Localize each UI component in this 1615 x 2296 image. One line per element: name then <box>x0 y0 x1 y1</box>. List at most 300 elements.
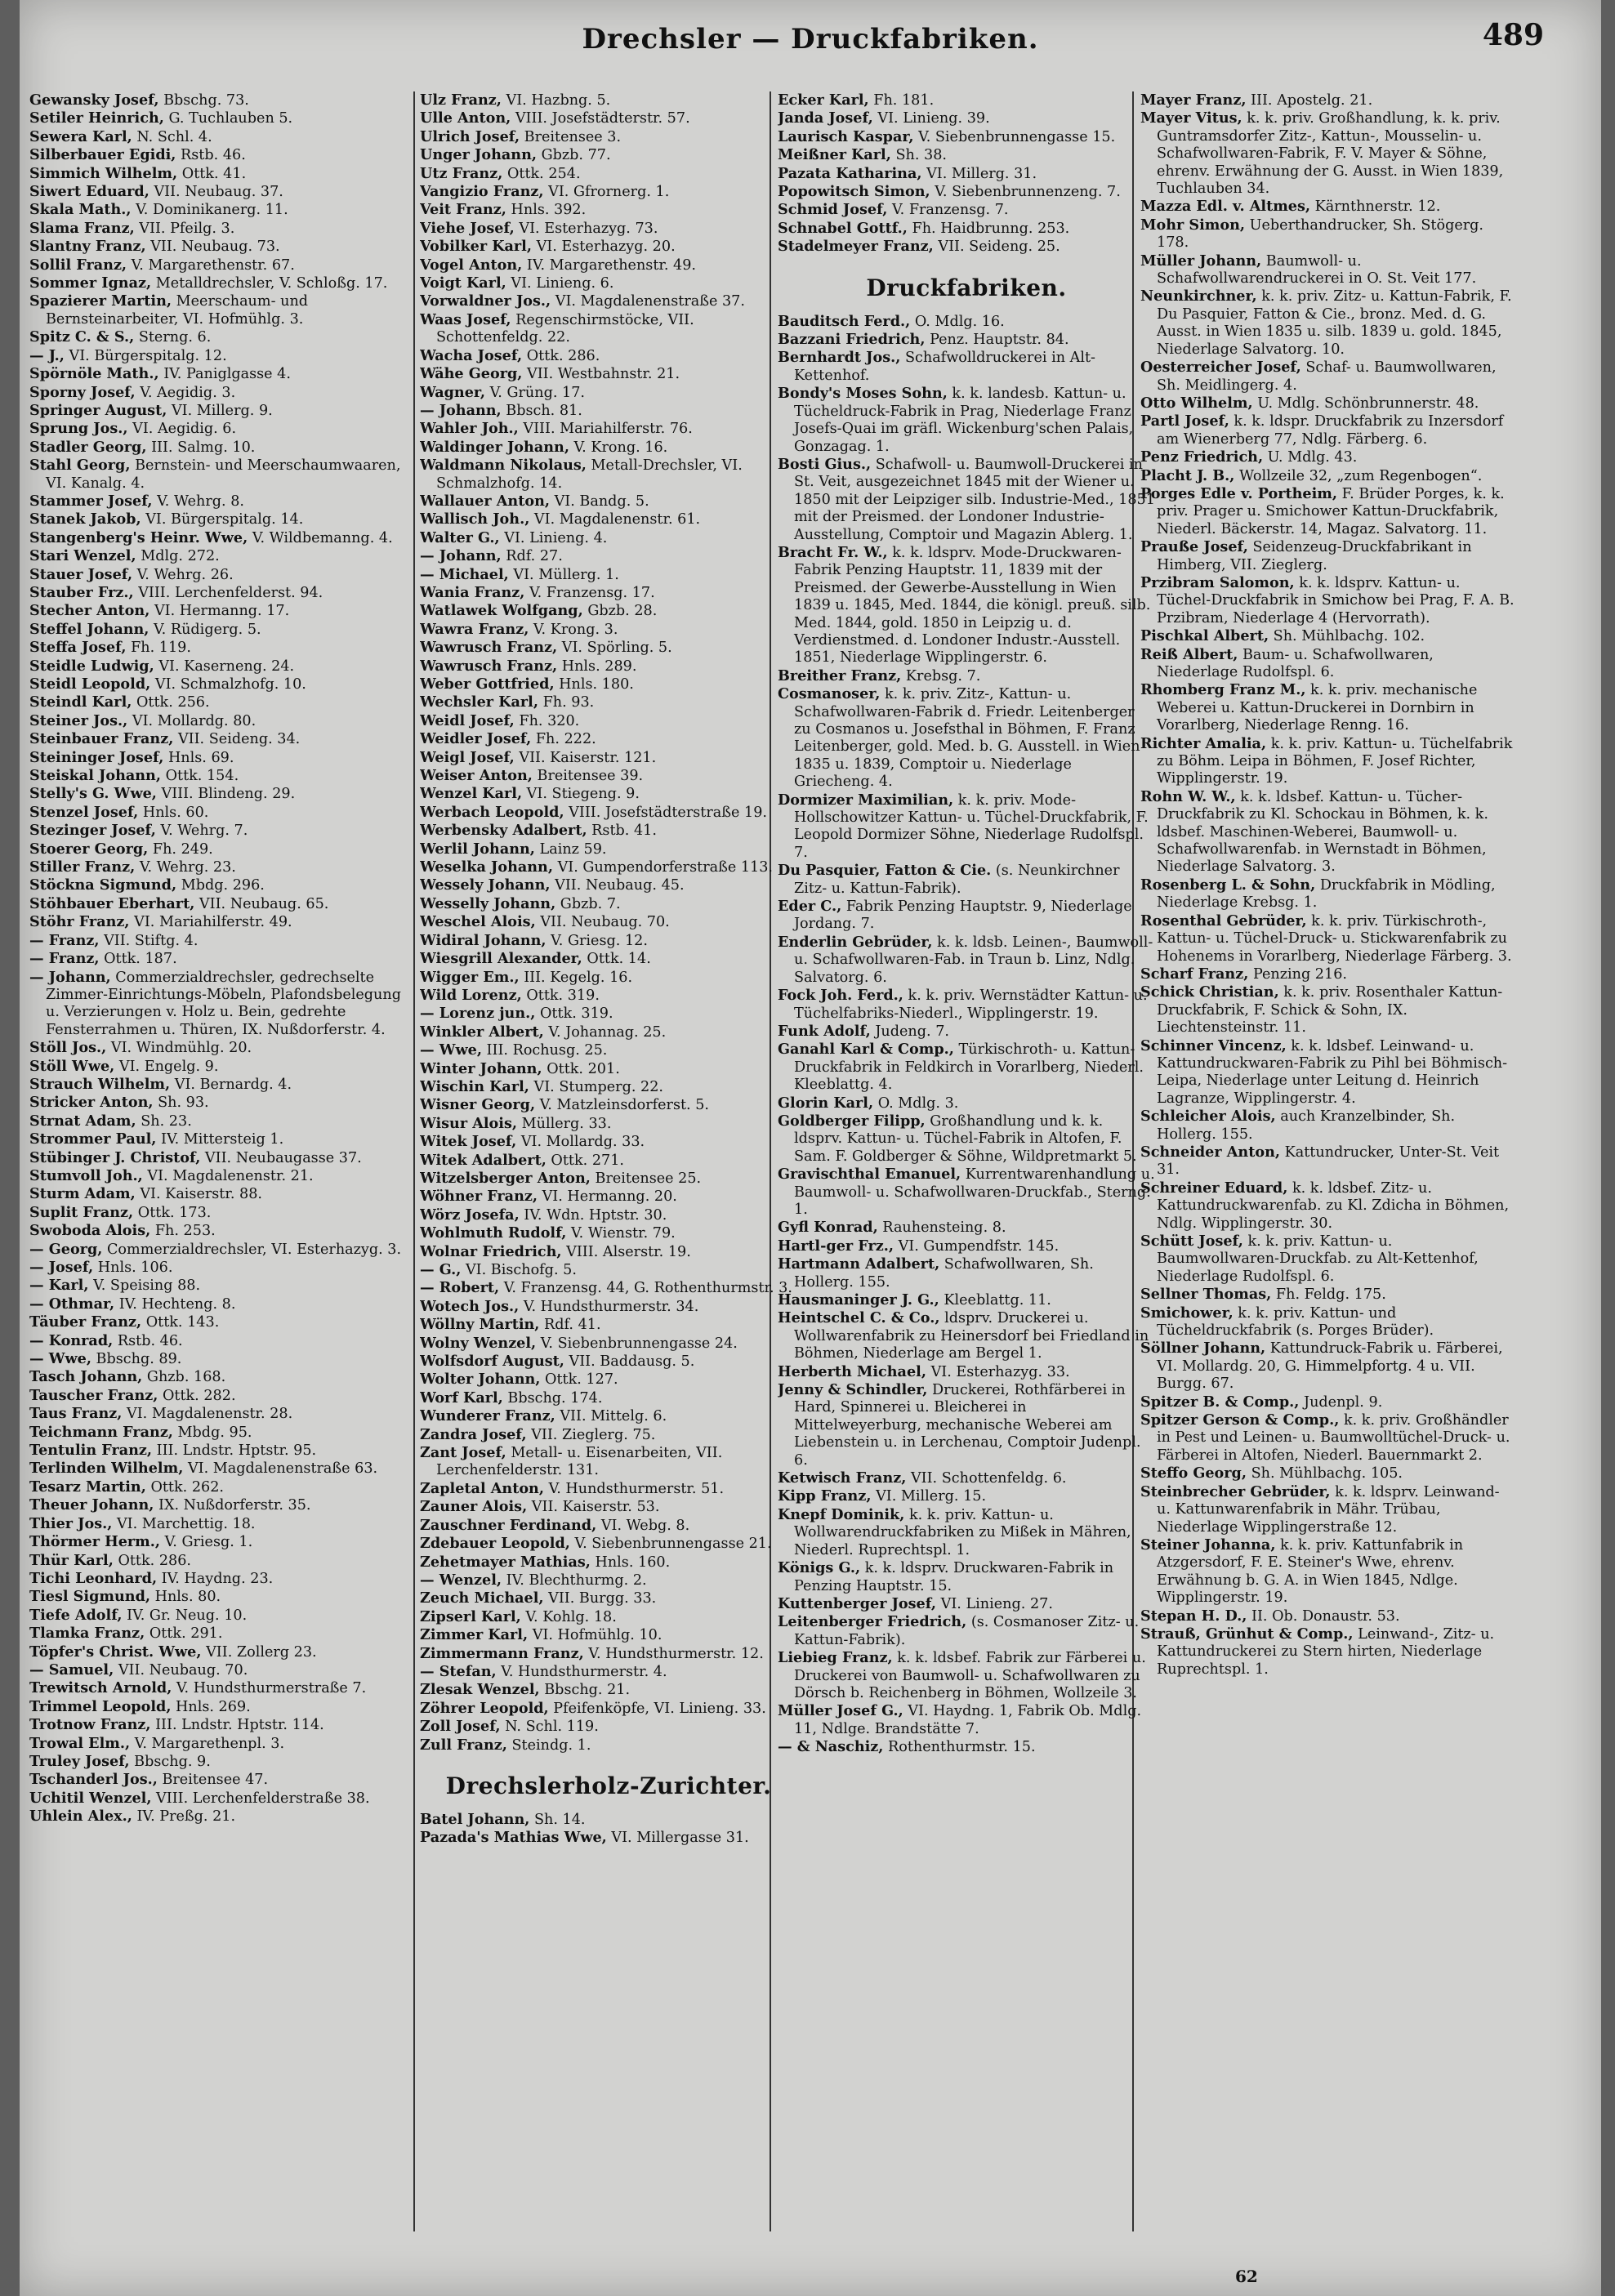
directory-page <box>20 0 1601 2296</box>
directory-entry <box>1140 1465 1518 1482</box>
entry-details: Gbzb. 28. <box>587 603 658 620</box>
entry-details: k. k. priv. Kattun- u. Wollwarendruckfabriken zu Mißek in Mähren, Niederl. Ruprechtspl. 1. <box>794 1506 1131 1558</box>
directory-entry <box>778 183 1155 201</box>
directory-entry <box>1140 538 1518 574</box>
directory-entry <box>778 385 1155 456</box>
entry-name: Glorin Karl, <box>778 1094 874 1112</box>
directory-entry <box>420 1005 797 1023</box>
entry-name: Schleicher Alois, <box>1140 1108 1276 1126</box>
entry-details: Ottk. 319. <box>526 987 600 1004</box>
directory-entry <box>29 1808 407 1826</box>
entry-details: Hnls. 269. <box>176 1698 251 1715</box>
entry-name: Ulle Anton, <box>420 109 511 127</box>
entry-name: Steinbrecher Gebrüder, <box>1140 1482 1331 1500</box>
entry-details: V. Wehrg. 26. <box>136 566 234 583</box>
entry-name: Utz Franz, <box>420 164 503 182</box>
entry-details: Fh. 181. <box>873 92 935 109</box>
entry-name: Neunkirchner, <box>1140 288 1257 305</box>
directory-entry <box>29 1698 407 1716</box>
entry-details: VI. Bischofg. 5. <box>465 1262 577 1278</box>
entry-name: Stepan H. D., <box>1140 1607 1247 1625</box>
entry-details: Sterng. 6. <box>138 329 212 346</box>
entry-name: Zöhrer Leopold, <box>420 1699 549 1717</box>
entry-name: Täuber Franz, <box>29 1313 142 1331</box>
directory-entry <box>778 898 1155 934</box>
directory-entry <box>29 932 407 950</box>
entry-name: Vorwaldner Jos., <box>420 292 551 310</box>
entry-details: Rdf. 27. <box>506 548 563 565</box>
entry-details: VI. Gfrornerg. 1. <box>548 184 670 201</box>
entry-details: Fh. 249. <box>152 840 213 858</box>
entry-name: Sommer Ignaz, <box>29 274 152 292</box>
directory-entry <box>29 1661 407 1679</box>
entry-details: V. Matzleinsdorferst. 5. <box>539 1097 710 1114</box>
entry-name: Veit Franz, <box>420 201 506 219</box>
entry-name: Wöhner Franz, <box>420 1188 538 1206</box>
directory-entry <box>1140 1108 1518 1144</box>
entry-details: Großhandlung und k. k. ldsprv. Kattun- u. Tüchel-Fabrik in Altofen, F. Sam. F. Goldberger & Söhne, Wildpretmarkt 5. <box>794 1112 1137 1165</box>
directory-entry <box>778 1738 1155 1756</box>
entry-details: V. Hundsthurmerstr. 34. <box>523 1298 699 1315</box>
directory-entry <box>420 969 797 987</box>
directory-entry <box>29 510 407 528</box>
entry-name: Zlesak Wenzel, <box>420 1681 540 1699</box>
entry-name: Tauscher Franz, <box>29 1386 158 1404</box>
entry-name: Strauß, Grünhut & Comp., <box>1140 1625 1354 1643</box>
directory-entry <box>29 1130 407 1148</box>
entry-details: VI. Millerg. 15. <box>876 1488 987 1505</box>
entry-name: Steinbauer Franz, <box>29 730 174 748</box>
directory-entry <box>420 1041 797 1059</box>
entry-name: Leitenberger Friedrich, <box>778 1613 967 1631</box>
entry-name: Wischin Karl, <box>420 1077 529 1095</box>
directory-entry <box>420 183 797 201</box>
entry-details: Steindg. 1. <box>511 1736 591 1754</box>
directory-entry <box>420 1115 797 1133</box>
entry-name: Stauber Frz., <box>29 583 134 601</box>
entry-details: Baum- u. Schafwollwaren, Niederlage Rudolfspl. 6. <box>1157 646 1434 680</box>
directory-entry <box>778 1291 1155 1309</box>
entry-name: Waldmann Nikolaus, <box>420 457 587 475</box>
entry-name: Zipserl Karl, <box>420 1607 521 1625</box>
entry-name: Wenzel Karl, <box>420 785 523 803</box>
entry-details: N. Schl. 4. <box>136 128 212 145</box>
entry-details: k. k. landesb. Kattun- u. Tücheldruck-Fabrik in Prag, Niederlage Franz Josefs-Quai im gräfl. Wickenburg'schen Palais, Gonzagag. 1. <box>794 386 1134 455</box>
entry-details: VII. Baddausg. 5. <box>569 1353 695 1371</box>
directory-entry <box>420 1170 797 1188</box>
entry-details: VII. Westbahnstr. 21. <box>526 366 680 383</box>
entry-details: III. Rochusg. 25. <box>486 1042 608 1059</box>
entry-name: — Wenzel, <box>420 1571 502 1589</box>
directory-entry <box>29 1094 407 1112</box>
entry-name: Müller Josef G., <box>778 1702 903 1720</box>
directory-entry <box>420 730 797 748</box>
directory-entry <box>29 493 407 510</box>
entry-name: Wild Lorenz, <box>420 986 522 1004</box>
entry-details: Mbdg. 296. <box>181 877 265 894</box>
directory-entry <box>29 730 407 748</box>
entry-name: Porges Edle v. Portheim, <box>1140 484 1338 502</box>
entry-details: Druckfabrik in Mödling, Niederlage Krebsg. 1. <box>1157 876 1496 912</box>
entry-details: k. k. priv. Großhändler in Pest und Leinen- u. Baumwolltüchel-Druck- u. Färberei in Altofen, Niederl. Bauernmarkt 2. <box>1157 1412 1510 1464</box>
entry-name: Stöhr Franz, <box>29 913 130 931</box>
entry-name: Stiller Franz, <box>29 858 136 876</box>
entry-details: k. k. ldsb. Leinen-, Baumwoll- u. Schafwollwaren-Fab. in Traun b. Linz, Ndlg. Salvatorg. 6. <box>794 934 1153 986</box>
entry-name: Du Pasquier, Fatton & Cie. <box>778 862 992 880</box>
running-head: Drechsler — Druckfabriken. <box>582 23 1039 56</box>
directory-entry <box>420 510 797 528</box>
entry-details: V. Hundsthurmerstr. 51. <box>548 1480 725 1497</box>
directory-entry <box>420 1407 797 1425</box>
entry-details: VII. Pfeilg. 3. <box>139 220 235 237</box>
directory-entry <box>29 1112 407 1130</box>
entry-details: k. k. ldsprv. Druckwaren-Fabrik in Penzing Hauptstr. 15. <box>794 1560 1114 1594</box>
directory-entry <box>1140 1304 1518 1340</box>
entry-details: k. k. priv. Zitz- u. Kattun-Fabrik, F. Du Pasquier, Fatton & Cie., bronz. Med. d. G. Ausst. in Wien 1835 u. silb. 1839 u. gold. 1845, Niederlage Salvatorg. 10. <box>1157 288 1512 358</box>
directory-entry <box>1140 359 1518 395</box>
entry-name: Enderlin Gebrüder, <box>778 933 933 951</box>
entry-details: Fh. Haidbrunng. 253. <box>912 220 1070 237</box>
entry-details: Hnls. 106. <box>97 1259 173 1276</box>
entry-details: VI. Stumperg. 22. <box>533 1078 664 1095</box>
entry-name: Zauner Alois, <box>420 1498 528 1516</box>
entry-name: Winkler Albert, <box>420 1023 544 1041</box>
entry-details: Rstb. 46. <box>181 147 246 164</box>
directory-entry <box>778 987 1155 1023</box>
entry-details: VI. Millergasse 31. <box>611 1830 749 1847</box>
section-heading: Drechslerholz-Zurichter. <box>445 1772 772 1799</box>
entry-name: Spörnöle Math., <box>29 365 159 383</box>
entry-details: Fh. 93. <box>542 694 595 711</box>
entry-name: Weigl Josef, <box>420 748 515 766</box>
directory-entry <box>420 1681 797 1699</box>
entry-details: VII. Neubaugasse 37. <box>204 1149 362 1166</box>
entry-name: Schick Christian, <box>1140 983 1279 1001</box>
directory-entry <box>1140 1625 1518 1679</box>
directory-entry <box>420 987 797 1005</box>
directory-entry <box>29 328 407 346</box>
entry-name: Zapletal Anton, <box>420 1479 544 1497</box>
entry-name: Werbensky Adalbert, <box>420 822 587 840</box>
directory-entry <box>420 1554 797 1572</box>
directory-entry <box>420 767 797 785</box>
directory-entry <box>420 109 797 127</box>
directory-entry <box>778 1309 1155 1362</box>
entry-details: Ottk. 154. <box>165 768 239 785</box>
entry-details: V. Wildbemanng. 4. <box>252 529 393 546</box>
entry-details: VIII. Lerchenfelderst. 94. <box>138 584 323 601</box>
entry-name: Tasch Johann, <box>29 1368 143 1386</box>
entry-name: Waas Josef, <box>420 310 511 328</box>
entry-name: Schinner Vincenz, <box>1140 1037 1287 1054</box>
directory-entry <box>1140 1607 1518 1625</box>
directory-entry <box>1140 646 1518 682</box>
entry-details: Bbschg. 21. <box>544 1682 631 1699</box>
directory-entry <box>420 1096 797 1114</box>
entry-details: Schaf- u. Baumwollwaren, Sh. Meidlingerg. 4. <box>1157 359 1497 394</box>
directory-entry <box>29 146 407 164</box>
entry-details: Gbzb. 77. <box>541 147 611 164</box>
entry-name: Gravischthal Emanuel, <box>778 1166 961 1184</box>
entry-name: Batel Johann, <box>420 1810 530 1828</box>
entry-details: Sh. 23. <box>141 1112 192 1130</box>
directory-entry <box>420 749 797 767</box>
entry-details: U. Mdlg. 43. <box>1267 449 1358 466</box>
entry-details: k. k. priv. Kattun- und Tücheldruckfabrik (s. Porges Brüder). <box>1157 1304 1434 1340</box>
entry-details: Ottk. 282. <box>162 1387 236 1404</box>
directory-entry <box>29 1753 407 1771</box>
entry-name: Zoll Josef, <box>420 1718 501 1736</box>
entry-details: k. k. ldsprv. Kattun- u. Tüchel-Druckfabrik in Smichow bei Prag, F. A. B. Przibram, Niederlage 4 (Hervorrath). <box>1157 574 1515 626</box>
entry-name: Vobilker Karl, <box>420 238 532 256</box>
directory-entry <box>1140 1340 1518 1393</box>
directory-entry <box>778 1237 1155 1255</box>
entry-name: Weber Gottfried, <box>420 675 555 693</box>
entry-details: Fh. 222. <box>535 731 596 748</box>
entry-details: VII. Zollerg 23. <box>206 1643 317 1661</box>
entry-details: Fh. 320. <box>519 712 580 729</box>
directory-entry <box>29 1259 407 1277</box>
entry-name: Bracht Fr. W., <box>778 543 888 561</box>
entry-name: — Othmar, <box>29 1295 115 1313</box>
entry-name: Richter Amalia, <box>1140 734 1267 752</box>
entry-details: VI. Spörling. 5. <box>561 640 672 657</box>
directory-entry <box>420 347 797 365</box>
directory-entry <box>420 1060 797 1078</box>
entry-details: Metall-Drechsler, VI. Schmalzhofg. 14. <box>436 457 743 492</box>
entry-details: Penzing 216. <box>1252 965 1347 983</box>
directory-entry <box>1140 412 1518 448</box>
entry-details: k. k. priv. Wernstädter Kattun- u. Tüchelfabriks-Niederl., Wipplingerstr. 19. <box>794 988 1148 1022</box>
entry-name: Schnabel Gottf., <box>778 219 908 237</box>
directory-entry <box>1140 395 1518 412</box>
entry-details: IV. Wdn. Hptstr. 30. <box>524 1206 667 1224</box>
entry-name: Spitzer Gerson & Comp., <box>1140 1411 1340 1429</box>
directory-entry <box>420 1023 797 1041</box>
directory-entry <box>29 895 407 913</box>
directory-entry <box>1140 252 1518 288</box>
entry-name: Wesselly Johann, <box>420 894 556 912</box>
entry-details: IV. Preßg. 21. <box>136 1808 236 1826</box>
entry-details: Ottk. 14. <box>587 951 651 968</box>
directory-entry <box>29 1790 407 1808</box>
directory-entry <box>778 667 1155 685</box>
directory-entry <box>778 862 1155 898</box>
entry-name: Wähe Georg, <box>420 365 523 383</box>
directory-entry <box>420 1517 797 1535</box>
entry-details: VII. Mittelg. 6. <box>560 1408 667 1425</box>
entry-details: VII. Neubaug. 70. <box>540 914 670 931</box>
directory-entry <box>420 1243 797 1261</box>
directory-entry <box>778 146 1155 164</box>
entry-name: Silberbauer Egidi, <box>29 146 176 164</box>
entry-name: Müller Johann, <box>1140 252 1262 270</box>
directory-entry <box>778 1166 1155 1219</box>
entry-name: Wagner, <box>420 383 486 401</box>
directory-entry <box>29 1039 407 1057</box>
entry-name: Wawrusch Franz, <box>420 639 558 657</box>
directory-entry <box>420 1279 797 1297</box>
directory-entry <box>420 1608 797 1626</box>
entry-details: Ottk. 286. <box>118 1552 192 1569</box>
entry-details: Ottk. 187. <box>104 951 177 968</box>
directory-entry <box>420 913 797 931</box>
entry-name: Ulz Franz, <box>420 91 502 109</box>
directory-entry <box>29 804 407 822</box>
entry-details: Kattundruck-Fabrik u. Färberei, VI. Mollardg. 20, G. Himmelpfortg. 4 u. VII. Burgg. 67. <box>1157 1340 1503 1393</box>
directory-entry <box>29 1643 407 1661</box>
entry-name: Gyfl Konrad, <box>778 1219 878 1237</box>
entry-name: Meißner Karl, <box>778 146 891 164</box>
entry-details: III. Kegelg. 16. <box>524 969 633 986</box>
entry-name: — Georg, <box>29 1240 103 1258</box>
entry-details: Schafwoll- u. Baumwoll-Druckerei in St. Veit, ausgezeichnet 1845 mit der Wiener u. 1850 mit der Leipziger silb. Industrie-Med., 1851 mit der Preismed. der Londoner Industrie-Ausstellung, Comptoir und Magazin Ablerg. 1. <box>794 456 1155 543</box>
entry-name: Steindl Karl, <box>29 693 132 711</box>
entry-details: Breitensee 3. <box>524 128 622 145</box>
directory-entry <box>1140 1233 1518 1286</box>
entry-details: k. k. ldsbef. Fabrik zur Färberei u. Druckerei von Baumwoll- u. Schafwollwaren zu Dörsch b. Reichenberg in Böhmen, Wollzeile 3. <box>794 1650 1146 1701</box>
entry-details: VI. Stiegeng. 9. <box>526 786 640 803</box>
directory-entry <box>29 639 407 657</box>
entry-details: VI. Magdalenenstr. 21. <box>147 1167 314 1184</box>
directory-entry <box>778 165 1155 183</box>
entry-details: Sh. 93. <box>158 1095 209 1112</box>
entry-name: Wawra Franz, <box>420 620 529 638</box>
entry-details: k. k. ldsprv. Mode-Druckwaren-Fabrik Penzing Hauptstr. 11, 1839 mit der Preismed. der Gewerbe-Ausstellung in Wien 1839 u. 1845, Med. 1844, die königl. preuß. silb. Med. 1844, gold. 1850 in Leipzig u. d. Verdienstmed. d. Londoner Industr.-Ausstell. 1851, Niederlage Wipplingerstr. 6. <box>794 544 1151 667</box>
entry-details: k. k. priv. Kattun- u. Baumwollwaren-Druckfab. zu Alt-Kettenhof, Niederlage Rudolfspl. 6. <box>1157 1233 1479 1285</box>
directory-entry <box>778 1363 1155 1381</box>
entry-details: IV. Paniglgasse 4. <box>163 366 291 383</box>
directory-entry <box>420 1353 797 1371</box>
entry-name: Voigt Karl, <box>420 274 506 292</box>
directory-entry <box>29 1167 407 1185</box>
entry-details: k. k. priv. Großhandlung, k. k. priv. Guntramsdorfer Zitz-, Kattun-, Mousselin- u. Schafwollwaren-Fabrik, F. V. Mayer & Söhne, ehrenv. Erwähnung der G. Ausst. in Wien 1839, Tuchlauben 34. <box>1157 110 1504 198</box>
entry-name: Witzelsberger Anton, <box>420 1169 591 1187</box>
entry-name: Goldberger Filipp, <box>778 1112 926 1130</box>
directory-entry <box>420 146 797 164</box>
directory-entry <box>778 1041 1155 1094</box>
entry-name: Bazzani Friedrich, <box>778 331 926 349</box>
entry-name: Töpfer's Christ. Wwe, <box>29 1643 202 1661</box>
entry-name: Wolny Wenzel, <box>420 1334 537 1352</box>
entry-details: VI. Hofmühlg. 10. <box>532 1627 663 1644</box>
entry-name: Stöckna Sigmund, <box>29 876 177 894</box>
entry-name: Kuttenberger Josef, <box>778 1594 937 1612</box>
entry-name: Mayer Vitus, <box>1140 109 1242 127</box>
entry-name: Vogel Anton, <box>420 256 523 274</box>
entry-name: Stenzel Josef, <box>29 803 139 821</box>
entry-name: Reiß Albert, <box>1140 645 1238 663</box>
entry-details: Hnls. 60. <box>142 804 209 821</box>
directory-entry <box>29 1076 407 1094</box>
entry-name: Strnat Adam, <box>29 1112 136 1130</box>
entry-name: Sellner Thomas, <box>1140 1286 1272 1304</box>
directory-entry <box>1140 1483 1518 1536</box>
entry-name: Slama Franz, <box>29 219 135 237</box>
entry-name: Stöll Wwe, <box>29 1057 115 1075</box>
entry-details: VI. Linieng. 6. <box>511 275 614 292</box>
directory-entry <box>29 693 407 711</box>
entry-name: Ketwisch Franz, <box>778 1469 907 1487</box>
entry-details: ldsprv. Druckerei u. Wollwarenfabrik zu Heinersdorf bei Friedland in Böhmen, Niederlage am Bergel 1. <box>794 1310 1149 1362</box>
entry-details: VIII. Lerchenfelderstraße 38. <box>156 1790 370 1807</box>
directory-entry <box>1140 1144 1518 1179</box>
entry-name: Cosmanoser, <box>778 685 881 703</box>
column-divider <box>413 91 415 2231</box>
entry-details: Commerzialdrechsler, VI. Esterhazyg. 3. <box>106 1241 402 1258</box>
entry-name: Zandra Josef, <box>420 1425 527 1443</box>
entry-details: III. Apostelg. 21. <box>1251 92 1373 109</box>
entry-details: Ottk. 143. <box>145 1314 220 1331</box>
entry-name: Pazata Katharina, <box>778 164 922 182</box>
directory-entry <box>29 749 407 767</box>
entry-name: Werbach Leopold, <box>420 803 564 821</box>
entry-details: Pfeifenköpfe, VI. Linieng. 33. <box>553 1700 766 1717</box>
entry-name: Weselka Johann, <box>420 858 553 876</box>
entry-details: Ueberthandrucker, Sh. Stögerg. 178. <box>1157 216 1484 252</box>
entry-details: Fh. Feldg. 175. <box>1275 1286 1386 1304</box>
directory-entry <box>778 220 1155 238</box>
entry-name: Stammer Josef, <box>29 492 153 510</box>
directory-entry <box>1140 1286 1518 1304</box>
entry-name: Uhlein Alex., <box>29 1808 132 1826</box>
directory-entry <box>420 895 797 913</box>
entry-name: Weschel Alois, <box>420 913 536 931</box>
directory-entry <box>29 1735 407 1753</box>
entry-name: Schneider Anton, <box>1140 1143 1280 1161</box>
entry-details: VI. Kaiserstr. 88. <box>140 1186 263 1203</box>
entry-name: — Wwe, <box>29 1350 91 1368</box>
directory-entry <box>420 1444 797 1480</box>
entry-name: Schreiner Eduard, <box>1140 1179 1288 1197</box>
entry-name: Trotnow Franz, <box>29 1716 151 1734</box>
entry-name: Dormizer Maximilian, <box>778 791 954 809</box>
entry-name: Sollil Franz, <box>29 256 127 274</box>
entry-name: Steidle Ludwig, <box>29 657 154 675</box>
entry-details: auch Kranzelbinder, Sh. Hollerg. 155. <box>1157 1108 1456 1143</box>
entry-details: k. k. priv. Kattunfabrik in Atzgersdorf, F. E. Steiner's Wwe, ehrenv. Erwähnung b. G. A. in Wien 1845, Ndlge. Wipplingerstr. 19. <box>1157 1536 1464 1607</box>
entry-details: k. k. priv. mechanische Weberei u. Kattun-Druckerei in Dornbirn in Vorarlberg, Niederlage Renng. 16. <box>1157 682 1478 734</box>
entry-details: Ottk. 127. <box>545 1371 618 1389</box>
directory-entry <box>420 128 797 146</box>
directory-entry <box>420 311 797 347</box>
directory-entry <box>29 1771 407 1789</box>
entry-details: VI. Linieng. 4. <box>504 529 608 546</box>
directory-entry <box>420 675 797 693</box>
entry-details: Ottk. 319. <box>540 1005 613 1023</box>
directory-entry <box>29 602 407 620</box>
entry-details: IV. Margarethenstr. 49. <box>526 256 697 274</box>
entry-details: V. Margarethenstr. 67. <box>131 256 295 274</box>
directory-entry <box>29 439 407 457</box>
directory-entry <box>778 1506 1155 1559</box>
directory-entry <box>29 1478 407 1496</box>
entry-name: Wolter Johann, <box>420 1371 541 1389</box>
directory-entry <box>29 840 407 858</box>
directory-entry <box>420 658 797 675</box>
entry-name: Stoerer Georg, <box>29 840 149 858</box>
directory-entry <box>778 1613 1155 1649</box>
entry-details: VII. Seideng. 34. <box>177 731 301 748</box>
directory-entry <box>1140 288 1518 359</box>
entry-name: Theuer Johann, <box>29 1496 154 1514</box>
directory-entry <box>29 457 407 493</box>
entry-details: Rstb. 41. <box>591 823 657 840</box>
entry-name: Schütt Josef, <box>1140 1233 1243 1250</box>
entry-details: VI. Windmühlg. 20. <box>110 1040 252 1057</box>
entry-details: VII. Schottenfeldg. 6. <box>910 1470 1067 1487</box>
entry-details: V. Speising 88. <box>93 1277 201 1295</box>
